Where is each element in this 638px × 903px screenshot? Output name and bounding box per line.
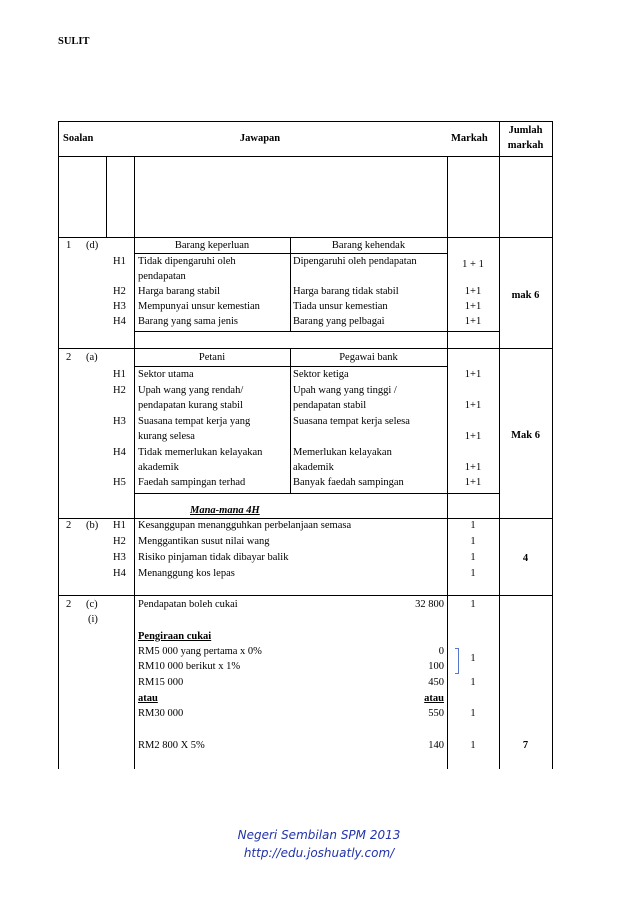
answer-text: akademik [138,462,179,473]
header-jawapan: Jawapan [239,133,281,144]
header-markah-jumlah: markah [507,140,544,151]
answer-text: Tiada unsur kemestian [293,301,388,312]
question-part: (d) [86,240,99,251]
table-border-right [552,121,553,769]
hint-label: H2 [113,536,126,547]
total-marks: 7 [522,740,529,751]
mark-value: 1+1 [464,477,482,488]
answer-text: Upah wang yang rendah/ [138,385,244,396]
mark-value: 1 [470,536,476,547]
question-part: (b) [86,520,99,531]
calc-value: 100 [428,661,444,672]
answer-text: Barang yang sama jenis [138,316,239,327]
answer-text: Barang yang pelbagai [293,316,385,327]
answer-text: akademik [293,462,334,473]
answer-text: Menanggung kos lepas [138,568,235,579]
calc-text: RM30 000 [138,708,184,719]
mark-value: 1 [470,653,476,664]
calc-value: 450 [428,677,444,688]
answer-text: Suasana tempat kerja yang [138,416,251,427]
total-marks: mak 6 [511,290,540,301]
answer-text: Harga barang stabil [138,286,221,297]
hint-label: H1 [113,520,126,531]
mark-value: 1+1 [464,431,482,442]
mark-value: 1 [470,599,476,610]
hint-label: H3 [113,301,126,312]
footer-url[interactable]: http://edu.joshuatly.com/ [243,846,395,860]
answer-text: Pendapatan boleh cukai [138,599,238,610]
question-number: 2 [66,520,72,531]
question-number: 1 [66,240,72,251]
answer-text: Sektor ketiga [293,369,349,380]
answer-text: Memerlukan kelayakan [293,447,392,458]
hint-label: H4 [113,447,126,458]
header-jumlah: Jumlah [508,125,543,136]
any-4h-note: Mana-mana 4H [190,505,260,516]
column-heading: Petani [198,352,226,363]
question-part: (a) [86,352,98,363]
calc-text: RM2 800 X 5% [138,740,205,751]
divider-h-col-top [106,156,107,237]
answer-text: pendapatan kurang stabil [138,400,243,411]
question-number: 2 [66,599,72,610]
hint-label: H4 [113,316,126,327]
hint-label: H1 [113,256,126,267]
mark-value: 1 [470,708,476,719]
calc-value: 0 [438,646,444,657]
question-number: 2 [66,352,72,363]
calc-text: RM5 000 yang pertama x 0% [138,646,262,657]
hint-label: H4 [113,568,126,579]
answer-text: Tidak memerlukan kelayakan [138,447,263,458]
answer-text: pendapatan stabil [293,400,367,411]
answer-text: pendapatan [138,271,186,282]
calc-text: RM10 000 berikut x 1% [138,661,241,672]
table-border-left [58,121,59,769]
header-markah: Markah [451,133,488,144]
hint-label: H2 [113,286,126,297]
calc-or: atau [424,693,444,704]
mark-value: 1+1 [464,316,482,327]
answer-text: Sektor utama [138,369,194,380]
answer-text: Suasana tempat kerja selesa [293,416,410,427]
answer-text: Upah wang yang tinggi / [293,385,397,396]
hint-label: H2 [113,385,126,396]
calc-value: 550 [428,708,444,719]
calc-value: 140 [428,740,444,751]
hint-label: H1 [113,369,126,380]
calc-or: atau [138,693,158,704]
answer-text: Dipengaruhi oleh pendapatan [293,256,417,267]
answer-text: Kesanggupan menangguhkan perbelanjaan semasa [138,520,352,531]
footer-source: Negeri Sembilan SPM 2013 [237,828,401,842]
mark-value: 1+1 [464,301,482,312]
column-heading: Pegawai bank [339,352,398,363]
tax-calc-heading: Pengiraan cukai [138,631,212,642]
column-heading: Barang kehendak [331,240,406,251]
mark-value: 1+1 [464,286,482,297]
answer-text: Tidak dipengaruhi oleh [138,256,236,267]
divider-jumlah [499,121,500,769]
total-marks: 4 [522,553,529,564]
mark-value: 1+1 [464,369,482,380]
answer-value: 32 800 [415,599,444,610]
answer-text: Mempunyai unsur kemestian [138,301,260,312]
answer-text: Harga barang tidak stabil [293,286,399,297]
mark-value: 1 [470,520,476,531]
calc-text: RM15 000 [138,677,184,688]
answer-text: Risiko pinjaman tidak dibayar balik [138,552,289,563]
answer-text: Banyak faedah sampingan [293,477,404,488]
hint-label: H3 [113,552,126,563]
mark-value: 1 [470,552,476,563]
mark-value: 1 [470,677,476,688]
header-soalan: Soalan [63,133,94,144]
mark-value: 1 [470,568,476,579]
mark-value: 1 + 1 [462,259,484,270]
column-heading: Barang keperluan [174,240,250,251]
mark-value: 1 [470,740,476,751]
answer-text: Menggantikan susut nilai wang [138,536,270,547]
hint-label: H5 [113,477,126,488]
question-subpart: (i) [88,614,98,625]
total-marks: Mak 6 [511,430,540,441]
answer-text: kurang selesa [138,431,195,442]
mark-value: 1+1 [464,400,482,411]
sulit-label: SULIT [58,36,90,47]
question-part: (c) [86,599,98,610]
mark-value: 1+1 [464,462,482,473]
hint-label: H3 [113,416,126,427]
answer-text: Faedah sampingan terhad [138,477,246,488]
